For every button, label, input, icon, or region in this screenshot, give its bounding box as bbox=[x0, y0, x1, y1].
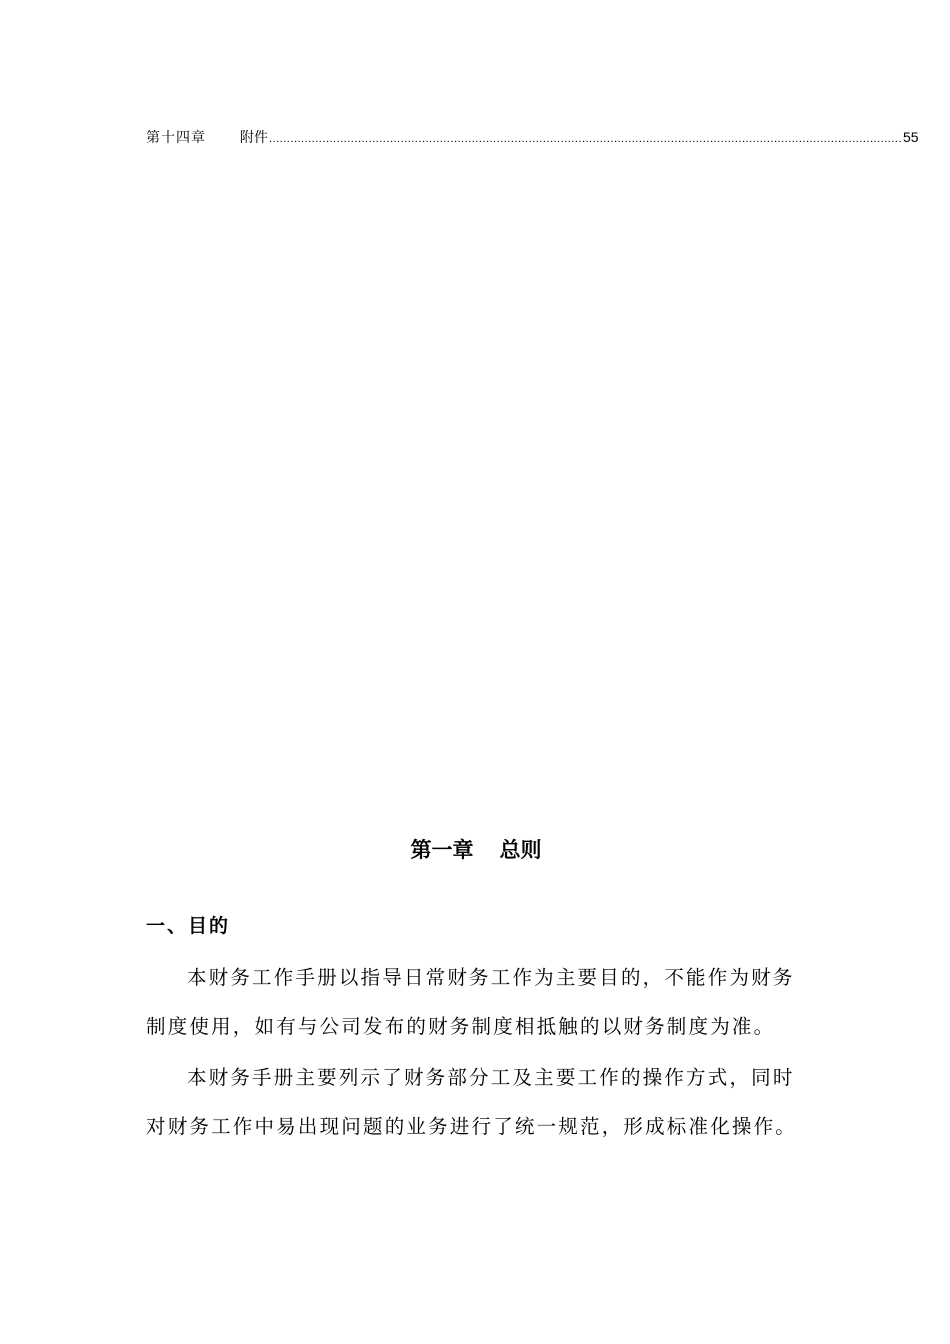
toc-dot-leader: .................................................................................................................................................................................. bbox=[269, 133, 902, 145]
toc-entry[interactable] bbox=[146, 126, 919, 148]
toc-page-number: 55 bbox=[903, 129, 919, 145]
chapter-number: 第一章 bbox=[410, 837, 474, 862]
chapter-title: 总则 bbox=[499, 837, 542, 862]
section-heading: 一、目的 bbox=[146, 915, 231, 937]
body-paragraph-scope: 本财务手册主要列示了财务部分工及主要工作的操作方式，同时对财务工作中易出现问题的业务进行了统一规范，形成标准化操作。 bbox=[146, 1066, 798, 1138]
toc-chapter-number: 第十四章 bbox=[146, 130, 206, 146]
chapter-heading bbox=[146, 834, 806, 866]
toc-chapter-title: 附件 bbox=[240, 130, 268, 146]
body-paragraph-purpose: 本财务工作手册以指导日常财务工作为主要目的，不能作为财务制度使用，如有与公司发布的财务制度相抵触的以财务制度为准。 bbox=[146, 966, 795, 1038]
